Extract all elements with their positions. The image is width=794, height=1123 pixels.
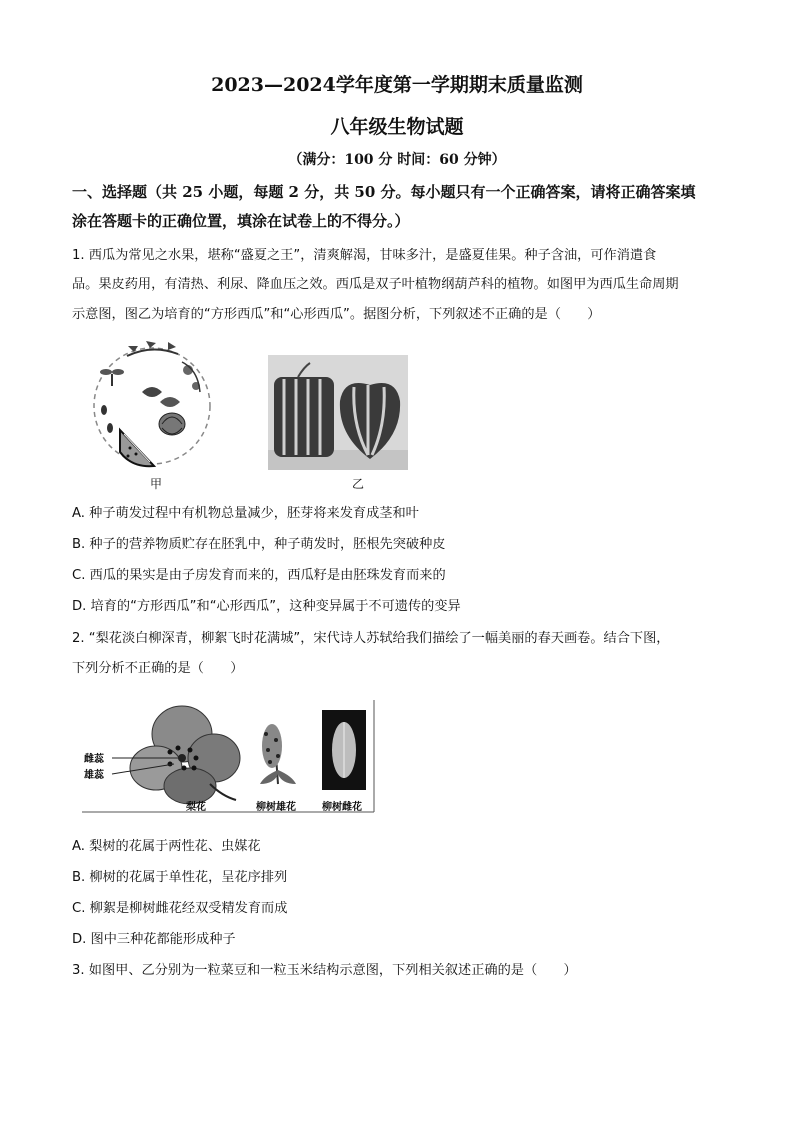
label-willow-male: 柳树雄花 [256,802,296,813]
section-heading-line-2: 涂在答题卡的正确位置，填涂在试卷上的不得分。） [72,212,410,230]
watermelon-life-cycle-figure [82,340,222,472]
exam-meta: （满分：100 分 时间：60 分钟） [288,152,506,168]
figure-caption-jia: 甲 [150,477,163,491]
q2-option-d[interactable]: D. 图中三种花都能形成种子 [72,932,236,947]
q3-stem-line-1: 3. 如图甲、乙分别为一粒菜豆和一粒玉米结构示意图，下列相关叙述正确的是（ ） [72,963,577,978]
shaped-watermelons-photo [268,355,408,470]
q1-option-d[interactable]: D. 培育的“方形西瓜”和“心形西瓜”，这种变异属于不可遗传的变异 [72,599,461,614]
label-pear-flower: 梨花 [186,802,206,813]
q1-option-b[interactable]: B. 种子的营养物质贮存在胚乳中，种子萌发时，胚根先突破种皮 [72,537,446,552]
q2-option-b[interactable]: B. 柳树的花属于单性花，呈花序排列 [72,870,288,885]
q1-option-c[interactable]: C. 西瓜的果实是由子房发育而来的，西瓜籽是由胚珠发育而来的 [72,568,446,583]
q1-stem-line-2: 品。果皮药用，有清热、利尿、降血压之效。西瓜是双子叶植物纲葫芦科的植物。如图甲为西瓜生命周期 [72,277,679,292]
section-heading-line-1: 一、选择题（共 25 小题，每题 2 分，共 50 分。每小题只有一个正确答案，请将正确答案填 [72,183,696,201]
label-pistil: 雌蕊 [84,754,104,765]
exam-title: 2023—2024学年度第一学期期末质量监测 [211,74,583,96]
q1-stem-line-3: 示意图，图乙为培育的“方形西瓜”和“心形西瓜”。据图分析，下列叙述不正确的是（ ） [72,307,601,322]
q1-stem-line-1: 1. 西瓜为常见之水果，堪称“盛夏之王”，清爽解渴，甘味多汁，是盛夏佳果。种子含油，可作消遣食 [72,248,657,263]
q2-option-c[interactable]: C. 柳絮是柳树雌花经双受精发育而成 [72,901,288,916]
q2-stem-line-2: 下列分析不正确的是（ ） [72,661,244,676]
exam-subtitle: 八年级生物试题 [330,116,464,138]
q2-stem-line-1: 2. “梨花淡白柳深青，柳絮飞时花满城”，宋代诗人苏轼给我们描绘了一幅美丽的春天画卷。结合下图， [72,631,670,646]
figure-caption-yi: 乙 [352,477,365,491]
q2-option-a[interactable]: A. 梨树的花属于两性花、虫媒花 [72,839,261,854]
label-stamen: 雄蕊 [84,770,104,781]
q1-option-a[interactable]: A. 种子萌发过程中有机物总量减少，胚芽将来发育成茎和叶 [72,506,419,521]
label-willow-female: 柳树雌花 [322,802,362,813]
